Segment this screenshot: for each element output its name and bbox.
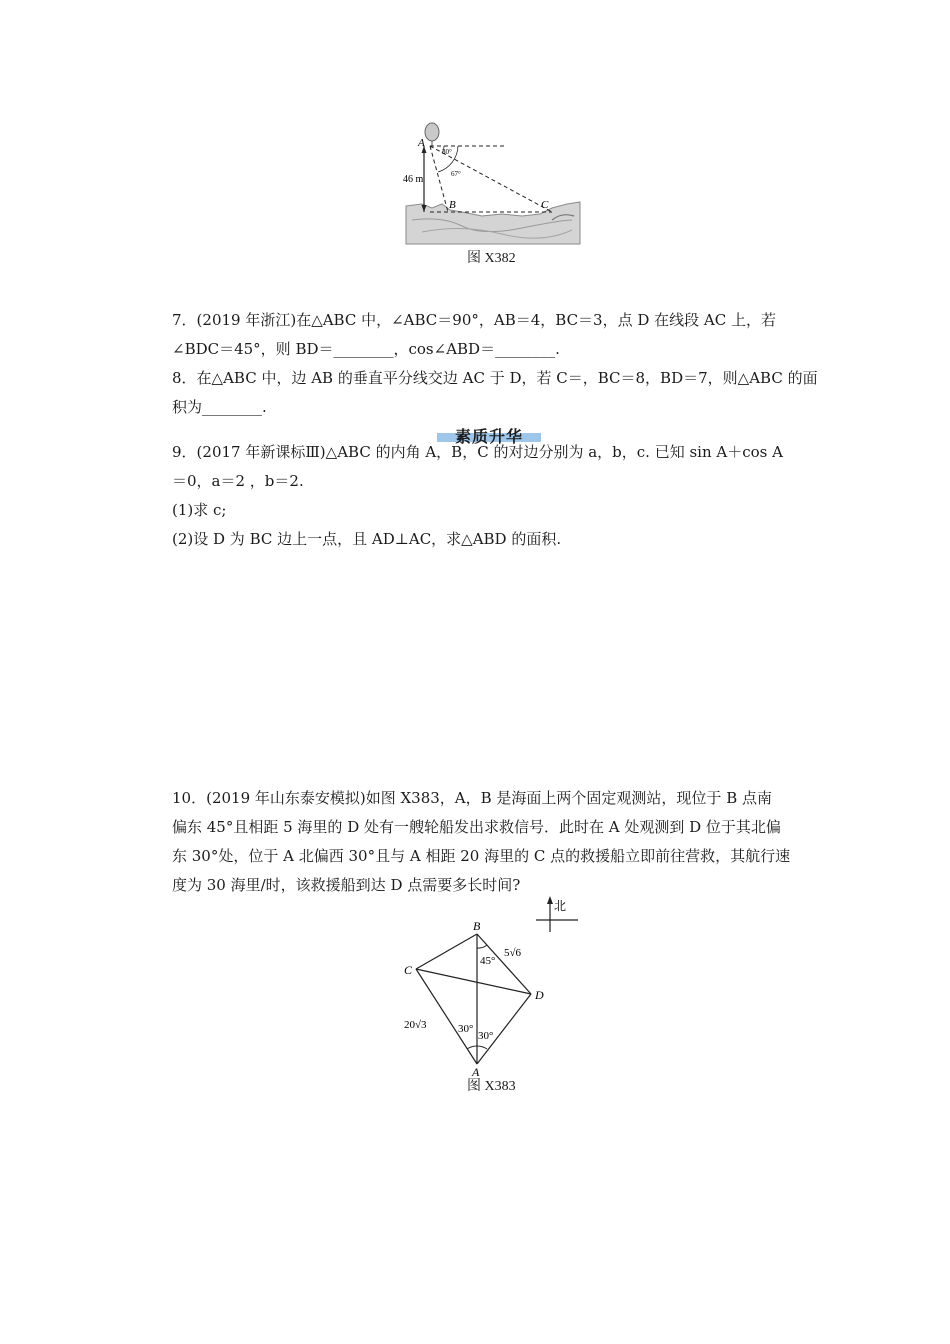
q9-line1: 9．(2017 年新课标Ⅲ)△ABC 的内角 A，B，C 的对边分别为 a，b，c. 已知 sin A＋cos A xyxy=(172,443,783,461)
q7-line2: ∠BDC＝45°，则 BD＝________，cos∠ABD＝________. xyxy=(172,340,560,358)
label-height: 46 m xyxy=(403,174,424,185)
figure-x382 xyxy=(402,120,584,246)
label-c: C xyxy=(541,199,549,211)
figure-x383-caption: 图 X383 xyxy=(467,1079,516,1094)
q8-line1: 8．在△ABC 中，边 AB 的垂直平分线交边 AC 于 D，若 C＝，BC＝8，BD＝7，则△ABC 的面 xyxy=(172,369,818,387)
question-10 xyxy=(172,784,818,900)
label-d: D xyxy=(535,988,544,1002)
label-a: A xyxy=(418,137,425,149)
label-b: B xyxy=(473,919,481,933)
label-angle-a1: 30° xyxy=(458,1023,474,1035)
question-9 xyxy=(172,438,818,554)
q9-part1: (1)求 c; xyxy=(172,501,227,519)
figure-x382-caption: 图 X382 xyxy=(467,251,516,266)
q9-line2: ＝0，a＝2 ，b＝2. xyxy=(172,472,304,490)
label-angle-30: 30° xyxy=(442,148,452,156)
balloon-icon xyxy=(425,123,439,141)
q10-line4: 度为 30 海里/时，该救援船到达 D 点需要多长时间? xyxy=(172,876,521,894)
q10-line2: 偏东 45°且相距 5 海里的 D 处有一艘轮船发出求救信号．此时在 A 处观测到 D 位于其北偏 xyxy=(172,818,781,836)
label-angle-b: 45° xyxy=(480,955,496,967)
terrain xyxy=(406,202,580,244)
label-bd: 5√6 xyxy=(504,947,522,959)
question-8 xyxy=(172,364,818,422)
q10-line3: 东 30°处，位于 A 北偏西 30°且与 A 相距 20 海里的 C 点的救援船立即前往营救，其航行速 xyxy=(172,847,791,865)
label-c: C xyxy=(404,963,413,977)
figure-x383 xyxy=(396,892,596,1082)
label-b: B xyxy=(449,199,456,211)
question-7 xyxy=(172,306,818,364)
q8-line2: 积为________. xyxy=(172,398,267,416)
section-title-text: 素质升华 xyxy=(454,427,523,446)
q10-line1: 10．(2019 年山东泰安模拟)如图 X383，A，B 是海面上两个固定观测站，现位于 B 点南 xyxy=(172,789,772,807)
q7-line1: 7．(2019 年浙江)在△ABC 中，∠ABC＝90°，AB＝4，BC＝3，点 D 在线段 AC 上，若 xyxy=(172,311,777,329)
label-angle-67: 67° xyxy=(451,170,461,178)
label-ac: 20√3 xyxy=(404,1019,427,1031)
q9-part2: (2)设 D 为 BC 边上一点，且 AD⊥AC，求△ABD 的面积. xyxy=(172,530,562,548)
label-angle-a2: 30° xyxy=(478,1030,494,1042)
label-a: A xyxy=(472,1065,480,1079)
label-north: 北 xyxy=(554,899,567,913)
